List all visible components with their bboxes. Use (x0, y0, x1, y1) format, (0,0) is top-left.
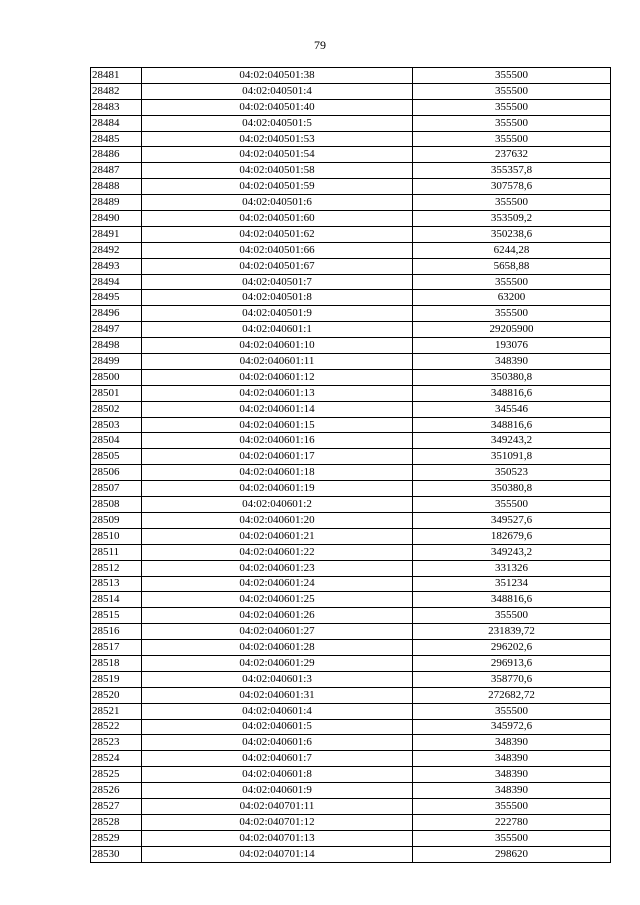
table-row (91, 258, 611, 274)
table-row (91, 274, 611, 290)
row-number-cell: 28508 (91, 497, 142, 513)
cadastral-value-cell: 355500 (413, 798, 611, 814)
cadastral-value-cell: 237632 (413, 147, 611, 163)
cadastral-value-cell: 349243,2 (413, 544, 611, 560)
row-number-cell: 28495 (91, 290, 142, 306)
cadastral-value-cell: 355500 (413, 68, 611, 84)
cadastral-number-cell: 04:02:040601:11 (142, 354, 413, 370)
cadastral-value-cell: 348390 (413, 354, 611, 370)
cadastral-number-cell: 04:02:040601:28 (142, 640, 413, 656)
cadastral-number-cell: 04:02:040501:5 (142, 115, 413, 131)
cadastral-number-cell: 04:02:040501:53 (142, 131, 413, 147)
cadastral-value-cell: 298620 (413, 846, 611, 862)
cadastral-value-cell: 331326 (413, 560, 611, 576)
row-number-cell: 28516 (91, 624, 142, 640)
cadastral-number-cell: 04:02:040601:17 (142, 449, 413, 465)
row-number-cell: 28483 (91, 99, 142, 115)
cadastral-number-cell: 04:02:040501:58 (142, 163, 413, 179)
cadastral-value-cell: 349527,6 (413, 512, 611, 528)
cadastral-number-cell: 04:02:040701:14 (142, 846, 413, 862)
table-body (91, 68, 611, 863)
cadastral-value-cell: 222780 (413, 814, 611, 830)
table-row (91, 608, 611, 624)
row-number-cell: 28499 (91, 354, 142, 370)
cadastral-value-cell: 6244,28 (413, 242, 611, 258)
cadastral-number-cell: 04:02:040701:11 (142, 798, 413, 814)
table-row (91, 242, 611, 258)
cadastral-number-cell: 04:02:040601:15 (142, 417, 413, 433)
cadastral-number-cell: 04:02:040501:54 (142, 147, 413, 163)
cadastral-number-cell: 04:02:040601:16 (142, 433, 413, 449)
cadastral-number-cell: 04:02:040601:22 (142, 544, 413, 560)
cadastral-value-cell: 355500 (413, 99, 611, 115)
row-number-cell: 28528 (91, 814, 142, 830)
cadastral-number-cell: 04:02:040601:27 (142, 624, 413, 640)
row-number-cell: 28496 (91, 306, 142, 322)
table-row (91, 211, 611, 227)
table-row (91, 735, 611, 751)
cadastral-number-cell: 04:02:040601:1 (142, 322, 413, 338)
row-number-cell: 28486 (91, 147, 142, 163)
table-row (91, 401, 611, 417)
row-number-cell: 28502 (91, 401, 142, 417)
row-number-cell: 28493 (91, 258, 142, 274)
cadastral-value-cell: 355500 (413, 830, 611, 846)
cadastral-value-cell: 355500 (413, 497, 611, 513)
table-row (91, 83, 611, 99)
cadastral-value-cell: 355500 (413, 274, 611, 290)
table-row (91, 179, 611, 195)
cadastral-value-cell: 355357,8 (413, 163, 611, 179)
cadastral-value-cell: 349243,2 (413, 433, 611, 449)
row-number-cell: 28489 (91, 195, 142, 211)
cadastral-number-cell: 04:02:040601:9 (142, 783, 413, 799)
cadastral-value-cell: 351091,8 (413, 449, 611, 465)
table-row (91, 719, 611, 735)
row-number-cell: 28505 (91, 449, 142, 465)
cadastral-number-cell: 04:02:040601:24 (142, 576, 413, 592)
cadastral-value-cell: 348816,6 (413, 385, 611, 401)
table-row (91, 99, 611, 115)
table-row (91, 497, 611, 513)
table-row (91, 417, 611, 433)
row-number-cell: 28482 (91, 83, 142, 99)
cadastral-number-cell: 04:02:040501:8 (142, 290, 413, 306)
cadastral-value-cell: 182679,6 (413, 528, 611, 544)
row-number-cell: 28491 (91, 226, 142, 242)
table-row (91, 846, 611, 862)
row-number-cell: 28510 (91, 528, 142, 544)
row-number-cell: 28506 (91, 465, 142, 481)
table-row (91, 226, 611, 242)
cadastral-value-cell: 355500 (413, 703, 611, 719)
row-number-cell: 28507 (91, 481, 142, 497)
cadastral-value-cell: 355500 (413, 115, 611, 131)
cadastral-value-cell: 345972,6 (413, 719, 611, 735)
cadastral-value-cell: 272682,72 (413, 687, 611, 703)
cadastral-number-cell: 04:02:040701:13 (142, 830, 413, 846)
table-row (91, 592, 611, 608)
row-number-cell: 28498 (91, 338, 142, 354)
table-row (91, 767, 611, 783)
table-row (91, 560, 611, 576)
table-row (91, 385, 611, 401)
table-row (91, 195, 611, 211)
cadastral-number-cell: 04:02:040601:19 (142, 481, 413, 497)
cadastral-number-cell: 04:02:040701:12 (142, 814, 413, 830)
row-number-cell: 28497 (91, 322, 142, 338)
table-row (91, 338, 611, 354)
table-row (91, 290, 611, 306)
row-number-cell: 28522 (91, 719, 142, 735)
row-number-cell: 28530 (91, 846, 142, 862)
row-number-cell: 28490 (91, 211, 142, 227)
table-row (91, 576, 611, 592)
cadastral-value-cell: 348390 (413, 783, 611, 799)
table-row (91, 481, 611, 497)
row-number-cell: 28487 (91, 163, 142, 179)
cadastral-number-cell: 04:02:040601:21 (142, 528, 413, 544)
cadastral-value-cell: 296202,6 (413, 640, 611, 656)
cadastral-value-cell: 307578,6 (413, 179, 611, 195)
row-number-cell: 28500 (91, 369, 142, 385)
table-row (91, 751, 611, 767)
cadastral-value-cell: 348390 (413, 767, 611, 783)
cadastral-value-cell: 63200 (413, 290, 611, 306)
cadastral-value-cell: 348816,6 (413, 417, 611, 433)
cadastral-value-cell: 350380,8 (413, 369, 611, 385)
cadastral-value-cell: 355500 (413, 83, 611, 99)
cadastral-value-cell: 350380,8 (413, 481, 611, 497)
row-number-cell: 28501 (91, 385, 142, 401)
table-row (91, 68, 611, 84)
table-row (91, 624, 611, 640)
table-row (91, 147, 611, 163)
cadastral-number-cell: 04:02:040601:3 (142, 671, 413, 687)
row-number-cell: 28509 (91, 512, 142, 528)
row-number-cell: 28513 (91, 576, 142, 592)
cadastral-number-cell: 04:02:040501:7 (142, 274, 413, 290)
row-number-cell: 28484 (91, 115, 142, 131)
row-number-cell: 28520 (91, 687, 142, 703)
cadastral-number-cell: 04:02:040601:5 (142, 719, 413, 735)
cadastral-number-cell: 04:02:040601:7 (142, 751, 413, 767)
cadastral-number-cell: 04:02:040601:23 (142, 560, 413, 576)
table-row (91, 131, 611, 147)
row-number-cell: 28523 (91, 735, 142, 751)
cadastral-value-cell: 348390 (413, 751, 611, 767)
cadastral-number-cell: 04:02:040601:20 (142, 512, 413, 528)
table-row (91, 354, 611, 370)
row-number-cell: 28515 (91, 608, 142, 624)
page-number: 79 (314, 38, 326, 52)
cadastral-number-cell: 04:02:040501:62 (142, 226, 413, 242)
table-row (91, 640, 611, 656)
row-number-cell: 28492 (91, 242, 142, 258)
table-row (91, 163, 611, 179)
row-number-cell: 28521 (91, 703, 142, 719)
table-row (91, 306, 611, 322)
cadastral-number-cell: 04:02:040501:4 (142, 83, 413, 99)
table-row (91, 528, 611, 544)
cadastral-number-cell: 04:02:040601:4 (142, 703, 413, 719)
cadastral-number-cell: 04:02:040501:6 (142, 195, 413, 211)
row-number-cell: 28494 (91, 274, 142, 290)
cadastral-value-cell: 231839,72 (413, 624, 611, 640)
cadastral-number-cell: 04:02:040601:25 (142, 592, 413, 608)
row-number-cell: 28525 (91, 767, 142, 783)
table-row (91, 544, 611, 560)
table-row (91, 798, 611, 814)
cadastral-value-cell: 358770,6 (413, 671, 611, 687)
row-number-cell: 28517 (91, 640, 142, 656)
cadastral-value-table (90, 67, 611, 863)
cadastral-value-cell: 350523 (413, 465, 611, 481)
table-row (91, 433, 611, 449)
cadastral-number-cell: 04:02:040601:26 (142, 608, 413, 624)
cadastral-value-cell: 350238,6 (413, 226, 611, 242)
cadastral-value-cell: 351234 (413, 576, 611, 592)
row-number-cell: 28481 (91, 68, 142, 84)
row-number-cell: 28519 (91, 671, 142, 687)
cadastral-number-cell: 04:02:040601:6 (142, 735, 413, 751)
row-number-cell: 28503 (91, 417, 142, 433)
cadastral-number-cell: 04:02:040501:59 (142, 179, 413, 195)
table-row (91, 115, 611, 131)
cadastral-number-cell: 04:02:040601:14 (142, 401, 413, 417)
table-row (91, 814, 611, 830)
table-row (91, 369, 611, 385)
cadastral-number-cell: 04:02:040601:8 (142, 767, 413, 783)
cadastral-number-cell: 04:02:040501:67 (142, 258, 413, 274)
cadastral-number-cell: 04:02:040601:31 (142, 687, 413, 703)
cadastral-number-cell: 04:02:040501:38 (142, 68, 413, 84)
row-number-cell: 28488 (91, 179, 142, 195)
cadastral-value-cell: 355500 (413, 195, 611, 211)
cadastral-number-cell: 04:02:040601:18 (142, 465, 413, 481)
cadastral-value-cell: 355500 (413, 608, 611, 624)
table-row (91, 703, 611, 719)
table-row (91, 322, 611, 338)
cadastral-value-cell: 348816,6 (413, 592, 611, 608)
cadastral-value-cell: 29205900 (413, 322, 611, 338)
row-number-cell: 28504 (91, 433, 142, 449)
table-row (91, 783, 611, 799)
cadastral-value-cell: 353509,2 (413, 211, 611, 227)
row-number-cell: 28511 (91, 544, 142, 560)
cadastral-number-cell: 04:02:040501:40 (142, 99, 413, 115)
row-number-cell: 28526 (91, 783, 142, 799)
table-row (91, 512, 611, 528)
cadastral-value-cell: 5658,88 (413, 258, 611, 274)
cadastral-number-cell: 04:02:040601:12 (142, 369, 413, 385)
cadastral-number-cell: 04:02:040501:9 (142, 306, 413, 322)
cadastral-value-cell: 355500 (413, 306, 611, 322)
cadastral-value-cell: 193076 (413, 338, 611, 354)
table-row (91, 830, 611, 846)
row-number-cell: 28485 (91, 131, 142, 147)
row-number-cell: 28524 (91, 751, 142, 767)
cadastral-value-cell: 345546 (413, 401, 611, 417)
table-row (91, 655, 611, 671)
cadastral-value-cell: 355500 (413, 131, 611, 147)
cadastral-number-cell: 04:02:040601:2 (142, 497, 413, 513)
table-row (91, 465, 611, 481)
table-row (91, 449, 611, 465)
row-number-cell: 28529 (91, 830, 142, 846)
table-row (91, 687, 611, 703)
cadastral-number-cell: 04:02:040501:60 (142, 211, 413, 227)
row-number-cell: 28518 (91, 655, 142, 671)
cadastral-number-cell: 04:02:040601:10 (142, 338, 413, 354)
cadastral-value-cell: 296913,6 (413, 655, 611, 671)
row-number-cell: 28527 (91, 798, 142, 814)
table-row (91, 671, 611, 687)
row-number-cell: 28514 (91, 592, 142, 608)
row-number-cell: 28512 (91, 560, 142, 576)
cadastral-number-cell: 04:02:040601:13 (142, 385, 413, 401)
cadastral-number-cell: 04:02:040601:29 (142, 655, 413, 671)
cadastral-value-cell: 348390 (413, 735, 611, 751)
cadastral-number-cell: 04:02:040501:66 (142, 242, 413, 258)
